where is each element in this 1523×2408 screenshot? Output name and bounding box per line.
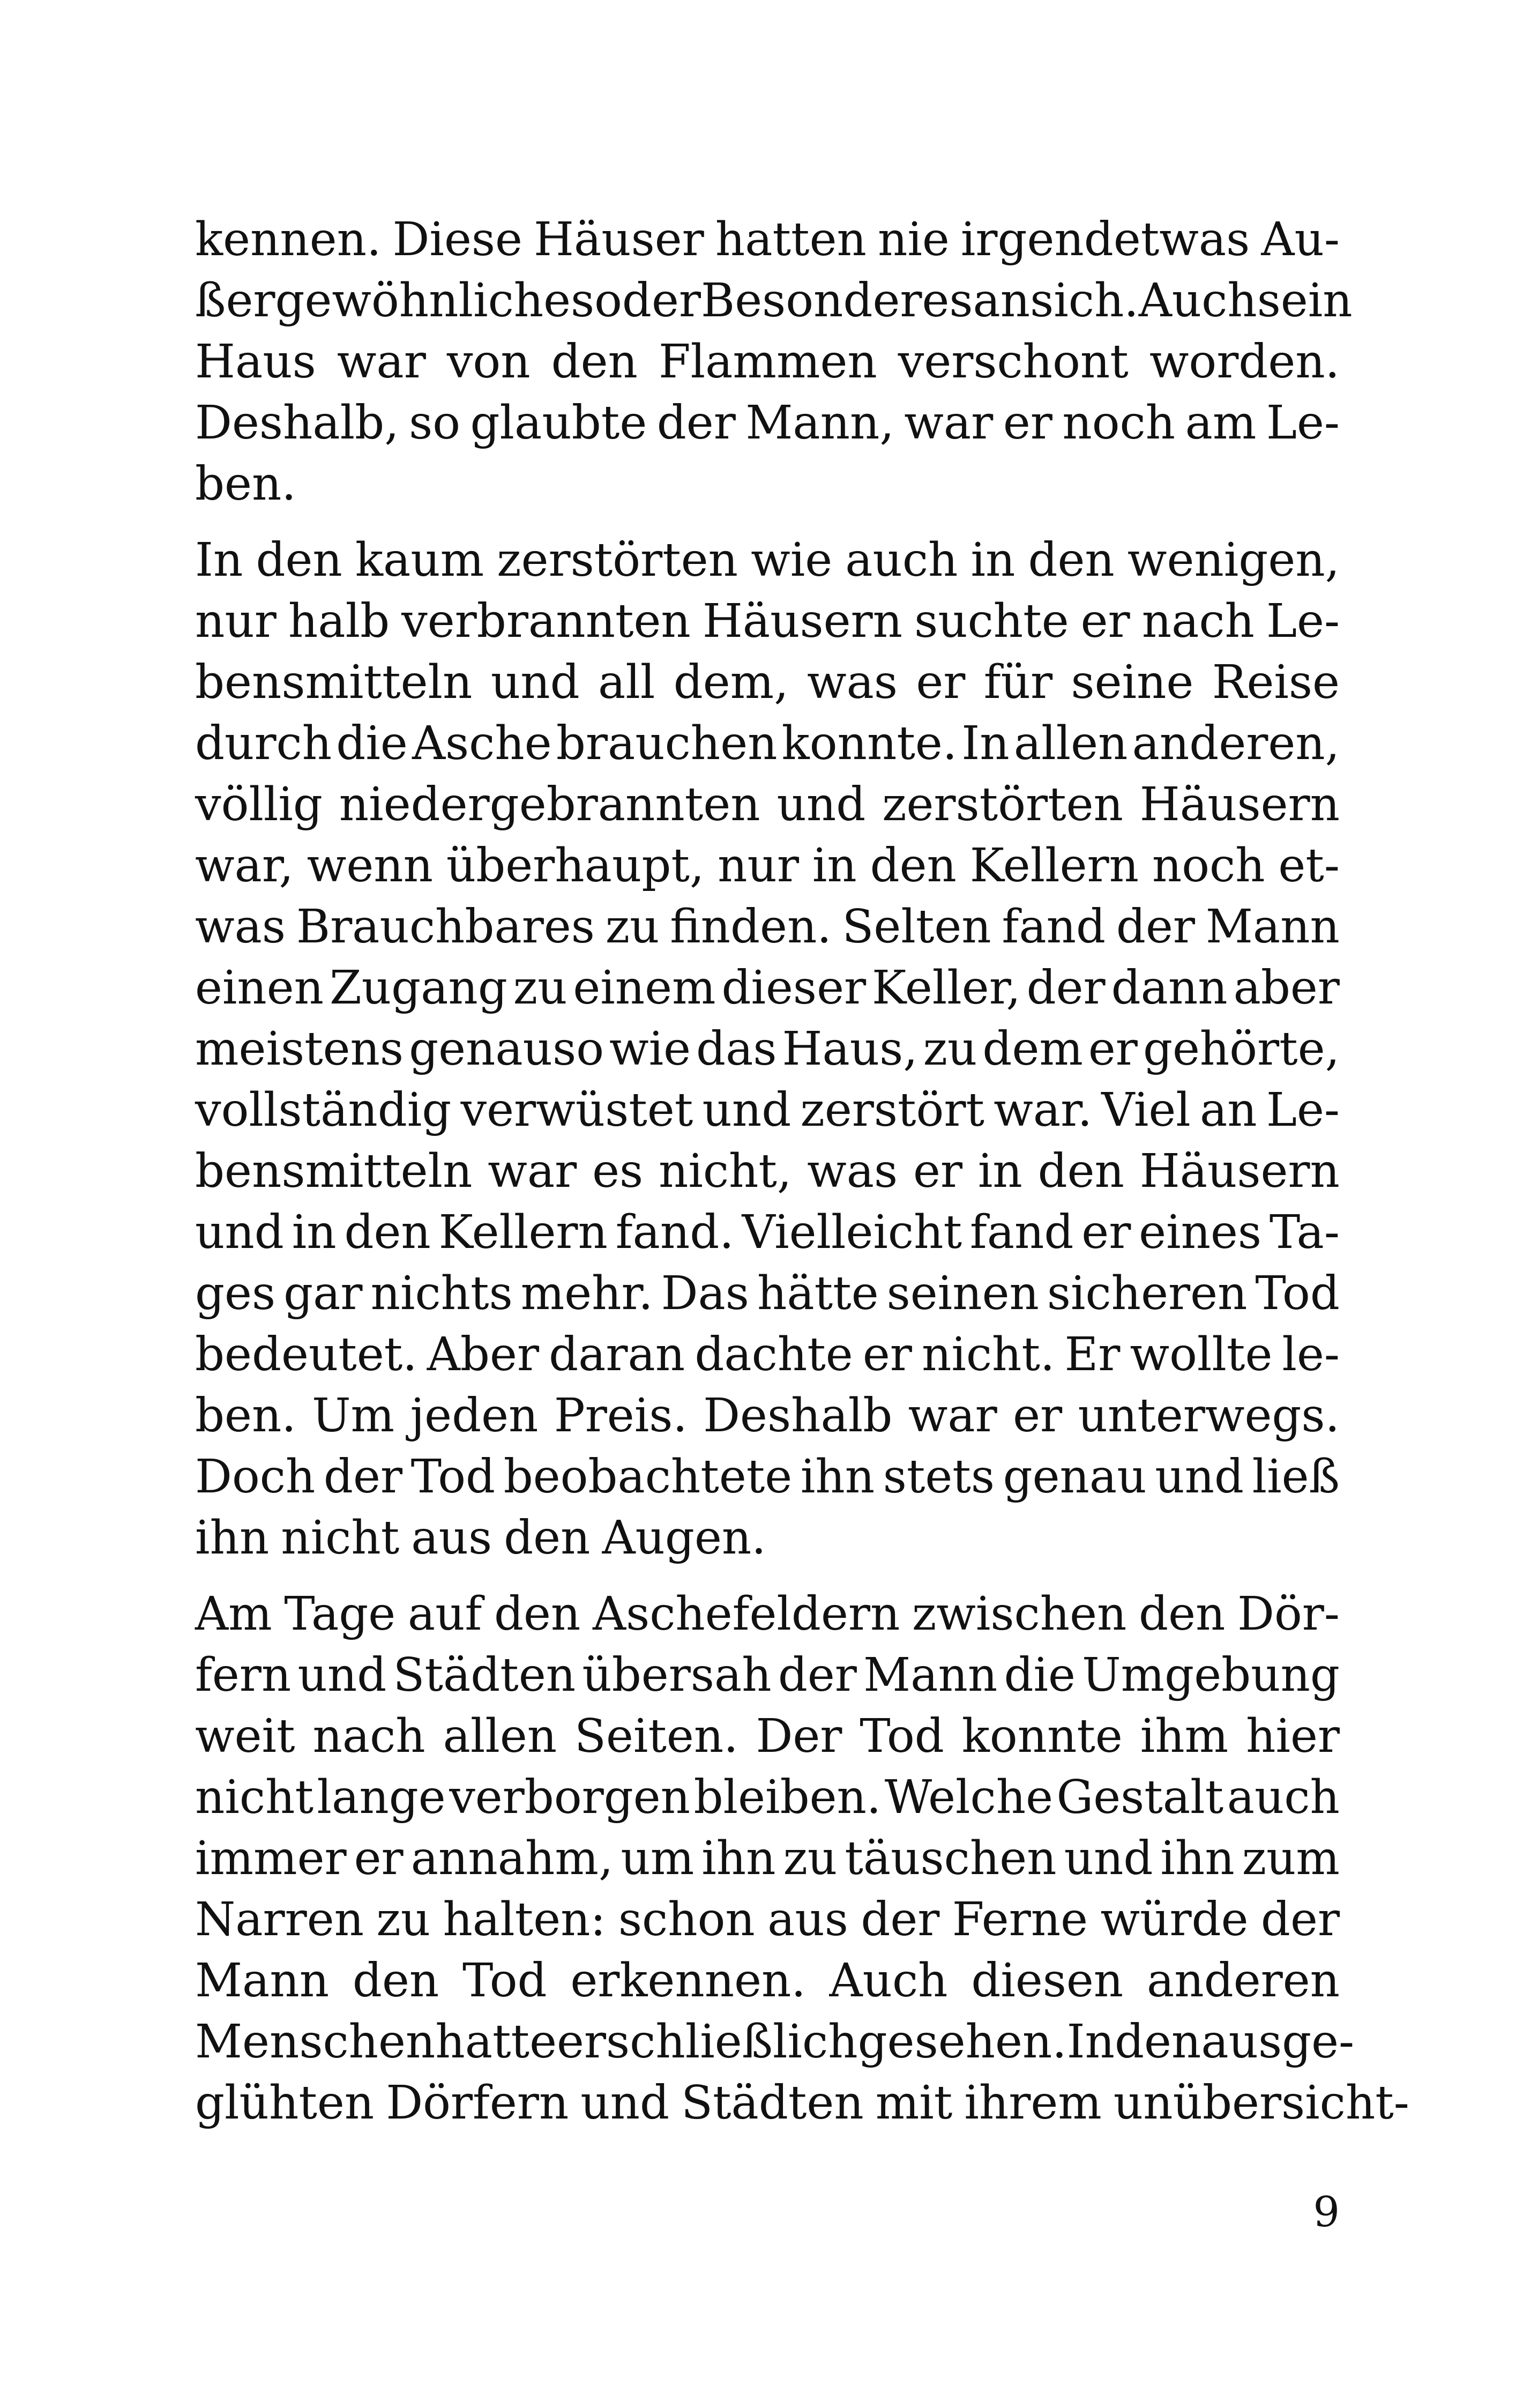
text-line: ben. Um jeden Preis. Deshalb war er unterwegs. <box>195 1389 1340 1443</box>
text-line: und in den Kellern fand. Vielleicht fand er eines Ta- <box>195 1206 1340 1259</box>
text-line: nur halb verbrannten Häusern suchte er nach Le- <box>195 594 1340 648</box>
text-line: immer er annahm, um ihn zu täuschen und ihn zum <box>195 1832 1340 1885</box>
text-line: was Brauchbares zu finden. Selten fand der Mann <box>195 900 1340 954</box>
text-line: meistens genauso wie das Haus, zu dem er gehörte, <box>195 1022 1340 1076</box>
text-line: Am Tage auf den Aschefeldern zwischen den Dör- <box>195 1587 1340 1641</box>
text-line: Deshalb, so glaubte der Mann, war er noch am Le- <box>195 396 1340 450</box>
text-line: Narren zu halten: schon aus der Ferne würde der <box>195 1893 1340 1946</box>
text-line: bedeutet. Aber daran dachte er nicht. Er wollte le- <box>195 1328 1340 1381</box>
text-line: vollständig verwüstet und zerstört war. Viel an Le- <box>195 1083 1340 1137</box>
paragraph <box>195 1584 1409 2134</box>
text-line: ges gar nichts mehr. Das hätte seinen sicheren Tod <box>195 1267 1340 1320</box>
text-line: nicht lange verborgen bleiben. Welche Gestalt auch <box>195 1771 1340 1824</box>
text-line: weit nach allen Seiten. Der Tod konnte ihm hier <box>195 1710 1340 1763</box>
text-line: Menschen hatte er schließlich gesehen. In den ausge- <box>195 2015 1355 2069</box>
text-line: kennen. Diese Häuser hatten nie irgendetwas Au- <box>195 213 1340 266</box>
text-line: ihn nicht aus den Augen. <box>195 1511 766 1565</box>
text-line: Mann den Tod erkennen. Auch diesen anderen <box>195 1954 1340 2008</box>
text-line: einen Zugang zu einem dieser Keller, der dann aber <box>195 961 1340 1015</box>
text-line: ßergewöhnliches oder Besonderes an sich. Auch sein <box>195 274 1353 328</box>
text-line: durch die Asche brauchen konnte. In allen anderen, <box>195 717 1340 770</box>
text-line: glühten Dörfern und Städten mit ihrem unübersicht- <box>195 2076 1409 2130</box>
text-line: In den kaum zerstörten wie auch in den wenigen, <box>195 533 1340 587</box>
text-line: ben. <box>195 457 296 511</box>
page-number: 9 <box>1313 2188 1340 2236</box>
text-line: bensmitteln war es nicht, was er in den Häusern <box>195 1144 1340 1198</box>
body-text <box>195 209 1409 2149</box>
text-line: Haus war von den Flammen verschont worden. <box>195 335 1340 389</box>
paragraph <box>195 530 1340 1569</box>
paragraph <box>195 209 1353 515</box>
text-line: war, wenn überhaupt, nur in den Kellern noch et- <box>195 839 1340 893</box>
text-line: Doch der Tod beobachtete ihn stets genau und ließ <box>195 1450 1340 1504</box>
text-line: völlig niedergebrannten und zerstörten Häusern <box>195 778 1340 831</box>
text-line: bensmitteln und all dem, was er für seine Reise <box>195 656 1340 709</box>
text-line: fern und Städten übersah der Mann die Umgebung <box>195 1648 1340 1702</box>
